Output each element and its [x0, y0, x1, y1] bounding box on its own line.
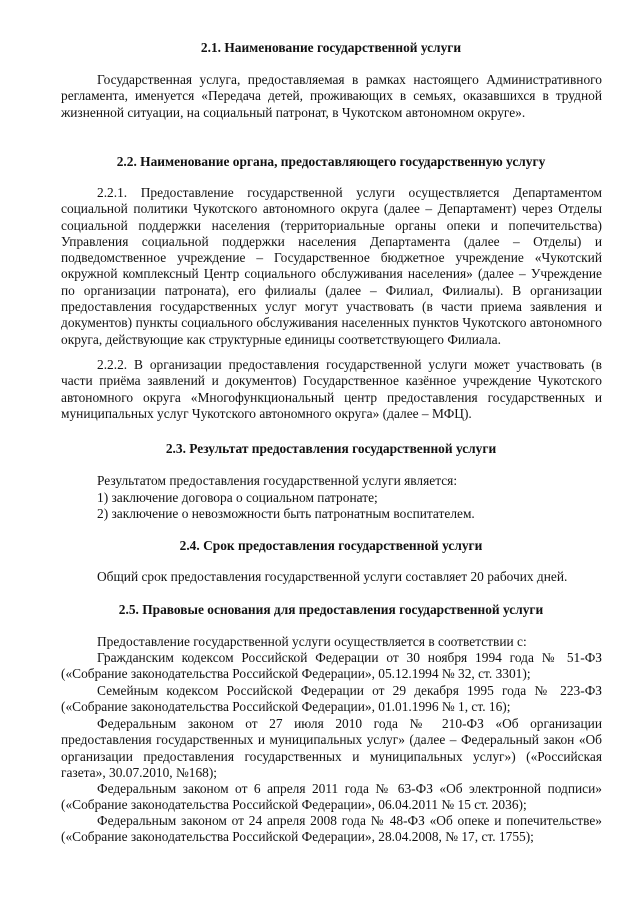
- section-2-1-heading: 2.1. Наименование государственной услуги: [200, 40, 462, 55]
- law-63-fz: Федеральным законом от 6 апреля 2011 года № 63-ФЗ «Об электронной подписи» («Собрание законодательства Российской Федерации», 06.04.2011 № 15 ст. 2036);: [61, 781, 602, 813]
- law-family-code: Семейным кодексом Российской Федерации от 29 декабря 1995 года № 223-ФЗ («Собрание законодательства Российской Федерации», 01.01.1996 № 1, ст. 16);: [61, 683, 602, 715]
- result-item-1: 1) заключение договора о социальном патронате;: [97, 490, 378, 505]
- section-2-2-heading: 2.2. Наименование органа, предоставляющего государственную услугу: [116, 154, 546, 169]
- section-2-3-intro: Результатом предоставления государственной услуги является:: [97, 473, 458, 488]
- law-210-fz: Федеральным законом от 27 июля 2010 года № 210-ФЗ «Об организации предоставления государственных и муниципальных услуг» (далее – Федеральный закон «Об организации предоставления государственных и муниципальных услуг») («Российская газета», 30.07.2010, №168);: [61, 716, 602, 780]
- law-civil-code: Гражданским кодексом Российской Федерации от 30 ноября 1994 года № 51-ФЗ («Собрание законодательства Российской Федерации», 05.12.1994 № 32, ст. 3301);: [61, 650, 602, 682]
- section-2-5-intro: Предоставление государственной услуги осуществляется в соответствии с:: [97, 634, 527, 649]
- law-48-fz: Федеральным законом от 24 апреля 2008 года № 48-ФЗ «Об опеке и попечительстве» («Собрание законодательства Российской Федерации», 28.04.2008, № 17, ст. 1755);: [61, 813, 602, 845]
- section-2-5-heading: 2.5. Правовые основания для предоставления государственной услуги: [118, 602, 544, 617]
- section-2-2-1-paragraph: 2.2.1. Предоставление государственной услуги осуществляется Департаментом социальной политики Чукотского автономного округа (далее – Департамент) через Отделы социальной поддержки населения (территориальные органы опеки и попечительства) Управления социальной поддержки населения Департамента (далее – Отделы) и подведомственное учреждение – Государственное бюджетное учреждение «Чукотский окружной комплексный Центр социального обслуживания населения» (далее – Учреждение по организации патроната), его филиалы (далее – Филиал, Филиалы). В организации предоставления государственных услуг могут участвовать (в части приема заявления и документов) пункты социального обслуживания населенных пунктов Чукотского автономного округа, действующие как структурные единицы соответствующего Филиала.: [61, 185, 602, 347]
- section-2-4-text: Общий срок предоставления государственной услуги составляет 20 рабочих дней.: [97, 569, 568, 584]
- section-2-1-text: Государственная услуга, предоставляемая в рамках настоящего Административного регламента, именуется «Передача детей, проживающих в семьях, оказавшихся в трудной жизненной ситуации, на социальный патронат, в Чукотском автономном округе».: [61, 72, 602, 120]
- section-2-4-heading: 2.4. Срок предоставления государственной услуги: [179, 538, 483, 553]
- section-2-2-2-paragraph: 2.2.2. В организации предоставления государственной услуги может участвовать (в части приёма заявлений и документов) Государственное казённое учреждение Чукотского автономного округа «Многофункциональный центр предоставления государственных и муниципальных услуг Чукотского автономного округа» (далее – МФЦ).: [61, 357, 602, 421]
- section-2-3-heading: 2.3. Результат предоставления государственной услуги: [165, 441, 497, 456]
- result-item-2: 2) заключение о невозможности быть патронатным воспитателем.: [97, 506, 475, 521]
